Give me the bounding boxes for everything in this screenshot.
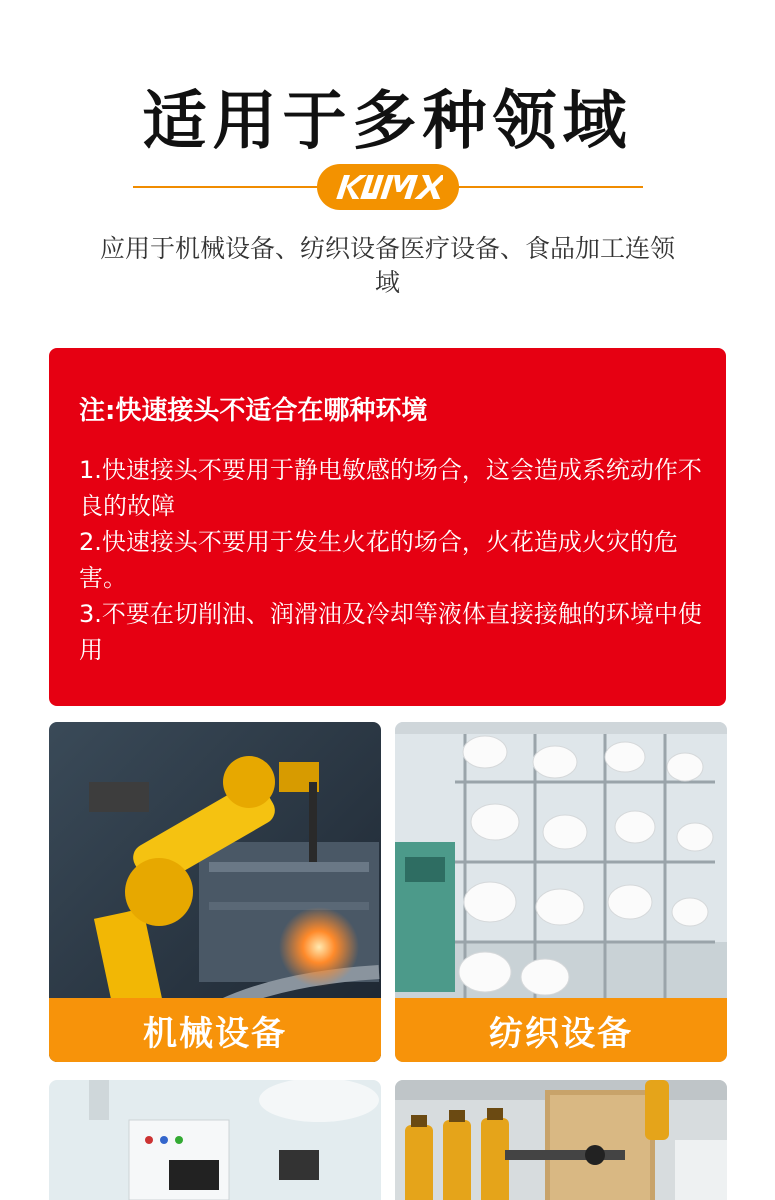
warning-item: 1.快速接头不要用于静电敏感的场合，这会造成系统动作不良的故障 xyxy=(79,456,702,520)
tile-label: 纺织设备 xyxy=(395,998,727,1062)
tile-machinery xyxy=(49,722,381,1062)
brand-logo xyxy=(317,164,459,210)
logo-wordmark-icon xyxy=(333,172,443,202)
warning-item: 3.不要在切削油、润滑油及冷却等液体直接接触的环境中使用 xyxy=(79,600,702,664)
medical-room-photo xyxy=(49,1080,381,1200)
bottling-line-photo xyxy=(395,1080,727,1200)
page-subtitle: 应用于机械设备、纺织设备医疗设备、食品加工连领域 xyxy=(100,234,676,297)
warning-list xyxy=(79,452,709,668)
tile-textile xyxy=(395,722,727,1062)
warning-title: 注:快速接头不适合在哪种环境 xyxy=(79,396,428,426)
tile-label: 机械设备 xyxy=(49,998,381,1062)
warning-item: 2.快速接头不要用于发生火花的场合，火花造成火灾的危害。 xyxy=(79,528,678,592)
page-title: 适用于多种领域 xyxy=(142,85,633,159)
tile-medical xyxy=(49,1080,381,1200)
warning-card xyxy=(49,348,726,706)
tile-food xyxy=(395,1080,727,1200)
